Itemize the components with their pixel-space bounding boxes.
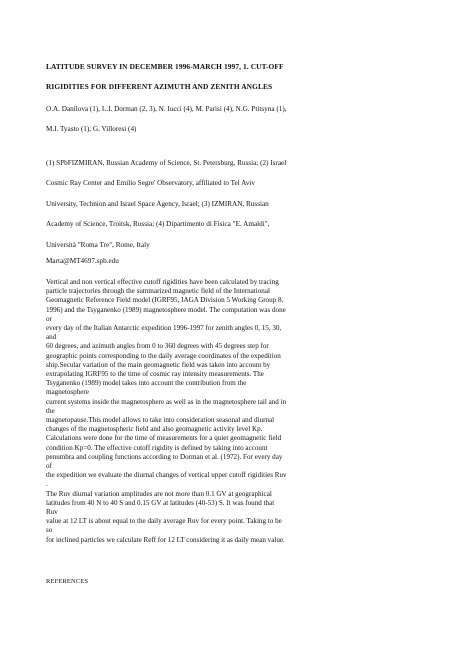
abstract-line: value at 12 LT is about equal to the daily average Ruv for every point. Taking to be bbox=[46, 517, 282, 526]
abstract-line: Tsyganenko (1989) model takes into account the contribution from the bbox=[46, 379, 247, 388]
abstract-line: extrapolating IGRF95 to the time of cosmic ray intensity measurements. The bbox=[46, 370, 264, 379]
references-heading: REFERENCES bbox=[46, 578, 89, 585]
abstract-line: The Ruv diurnal variation amplitudes are not more than 0.1 GV at geographical bbox=[46, 489, 272, 498]
abstract-line: latitudes from 40 N to 40 S and 0.15 GV at latitudes (40-53) S. It was found that bbox=[46, 498, 275, 507]
abstract-line: the bbox=[46, 406, 55, 415]
paper-title bbox=[46, 57, 446, 97]
abstract-line: and bbox=[46, 333, 57, 342]
abstract-line: of bbox=[46, 462, 52, 471]
abstract-line: ship.Secular variation of the main geomagnetic field was taken into account by bbox=[46, 360, 271, 369]
abstract-line: changes of the magnetospheric field and also geomagnetic activity level Kp. bbox=[46, 425, 263, 434]
affiliation-line: Cosmic Ray Center and Emilio Segre' Observatory, affiliated to Tel Aviv bbox=[46, 179, 255, 188]
abstract-line: magnetopause.This model allows to take into consideration seasonal and diurnal bbox=[46, 416, 275, 425]
abstract-line: magnetosphere bbox=[46, 388, 89, 397]
abstract-line: current systems inside the magnetosphere as well as in the magnetosphere tail and in bbox=[46, 397, 287, 406]
abstract-line: 1996) and the Tsyganenko (1989) magnetosphere model. The computation was done bbox=[46, 305, 286, 314]
affiliation-line: Academy of Science, Troitsk, Russia; (4) Dipartimento di Fisica "E. Amaldi", bbox=[46, 220, 270, 229]
abstract-line: 60 degrees, and azimuth angles from 0 to 360 degrees with 45 degrees step for bbox=[46, 342, 269, 351]
affiliation-line: University, Technion and Israel Space Agency, Israel; (3) IZMIRAN, Russian bbox=[46, 199, 269, 208]
affiliations bbox=[46, 153, 466, 255]
abstract-line: Vertical and non vertical effective cutoff rigidities have been calculated by tracing bbox=[46, 278, 279, 286]
affiliation-line: (1) SPbFIZMIRAN, Russian Academy of Science, St. Petersburg, Russia; (2) Israel bbox=[46, 159, 287, 167]
abstract-line: condition Kp=0. The effective cutoff rigidity is defined by taking into account bbox=[46, 443, 268, 452]
abstract-line: so bbox=[46, 526, 53, 535]
title-line: RIGIDITIES FOR DIFFERENT AZIMUTH AND ZENITH ANGLES bbox=[46, 82, 273, 91]
abstract-line: penumbra and coupling functions according to Dorman et al. (1972). For every day bbox=[46, 452, 283, 461]
abstract-line: Calculations were done for the time of measurements for a quiet geomagnetic field bbox=[46, 434, 282, 443]
title-line: LATITUDE SURVEY IN DECEMBER 1996-MARCH 1997, 1. CUT-OFF bbox=[46, 62, 284, 71]
abstract-line: or bbox=[46, 314, 52, 323]
abstract-line: Geomagnetic Reference Field model (IGRF95, IAGA Division 5 Working Group 8, bbox=[46, 296, 284, 305]
authors-line: O.A. Danilova (1), L.I. Dorman (2, 3), N. Iucci (4), M. Parisi (4), N.G. Ptitsyna (1), bbox=[46, 105, 287, 113]
abstract-line: geographic points corresponding to the daily average coordinates of the expedition bbox=[46, 351, 281, 360]
affiliation-line: Università "Roma Tre", Rome, Italy bbox=[46, 240, 150, 249]
abstract-line: Ruv bbox=[46, 508, 58, 517]
authors-line: M.I. Tyasto (1), G. Villoresi (4) bbox=[46, 125, 137, 134]
abstract-line: . bbox=[46, 480, 48, 489]
abstract-line: the expedition we evaluate the diurnal changes of vertical upper cutoff rigidities Ruv bbox=[46, 471, 287, 480]
contact-email: Marta@MT4697.spb.edu bbox=[46, 257, 119, 265]
abstract-line: particle trajectories through the summarized magnetic field of the International bbox=[46, 287, 270, 296]
abstract-line: every day of the Italian Antarctic expedition 1996-1997 for zenith angles 0, 15, 30, bbox=[46, 324, 282, 333]
abstract-line: for inclined particles we calculate Reff for 12 LT considering it as daily mean value. bbox=[46, 535, 285, 544]
author-list bbox=[46, 99, 466, 140]
abstract-body bbox=[46, 278, 426, 545]
